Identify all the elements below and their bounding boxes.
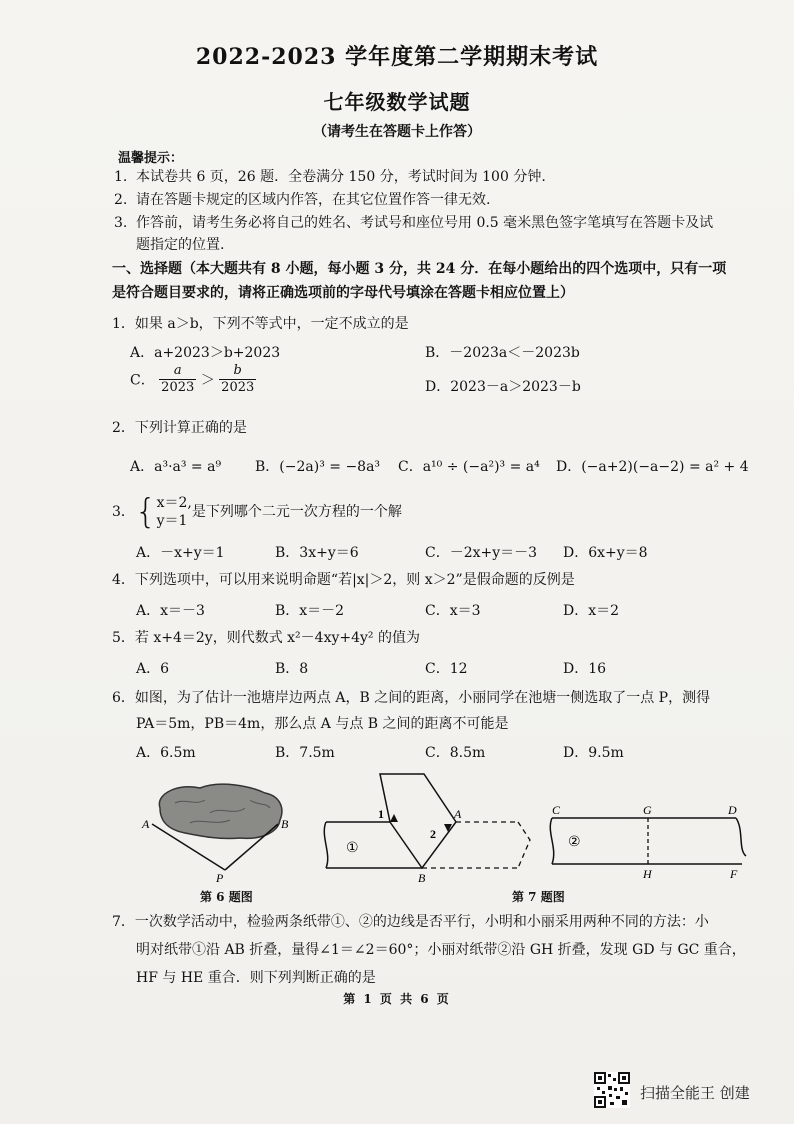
figure-7-strip-1 xyxy=(318,766,540,886)
q2-option-a: A．a³·a³ = a⁹ xyxy=(130,459,222,475)
tip-number: 1. xyxy=(114,169,128,185)
strip-2-left-cut xyxy=(550,818,553,864)
point-b-label: B xyxy=(418,871,426,885)
tip-text: 作答前，请考生务必将自己的姓名、考试号和座位号用 0.5 毫米黑色签字笔填写在答题卡及试 xyxy=(136,215,714,231)
question-4-stem: 4．下列选项中，可以用来说明命题“若|x|＞2，则 x＞2”是假命题的反例是 xyxy=(112,572,575,588)
q2-option-c: C．a¹⁰ ÷ (−a²)³ = a⁴ xyxy=(398,459,540,475)
equation-x: x＝2, xyxy=(156,495,192,511)
answer-note: （请考生在答题卡上作答） xyxy=(313,124,481,140)
qr-code-icon xyxy=(594,1072,630,1108)
brace-icon: { xyxy=(134,492,157,532)
strip-2-label: ② xyxy=(568,834,581,850)
q3-option-d: D．6x+y＝8 xyxy=(563,545,648,561)
fraction-numerator: b xyxy=(219,363,256,380)
exam-subtitle: 七年级数学试题 xyxy=(323,90,471,114)
tip-item-1 xyxy=(114,166,754,188)
point-h-label: H xyxy=(643,867,652,881)
tip-text-continued: 题指定的位置. xyxy=(136,237,225,253)
q5-option-c: C．12 xyxy=(425,661,468,677)
fraction-numerator: a xyxy=(159,363,196,380)
q4-option-d: D．x＝2 xyxy=(563,603,620,619)
figure-6-caption: 第 6 题图 xyxy=(200,890,253,904)
tip-item-2 xyxy=(114,189,754,211)
point-a-label: A xyxy=(142,817,150,831)
q6-option-a: A．6.5m xyxy=(136,745,196,761)
section-heading xyxy=(112,257,752,305)
strip-1-dashed-end xyxy=(518,822,530,868)
point-d-label: D xyxy=(728,803,737,817)
question-6-line-2: PA＝5m，PB＝4m，那么点 A 与点 B 之间的距离不可能是 xyxy=(136,716,509,732)
fraction-b xyxy=(219,363,256,396)
fraction-denominator: 2023 xyxy=(221,380,255,395)
tip-text: 本试卷共 6 页，26 题．全卷满分 150 分，考试时间为 100 分钟. xyxy=(136,169,546,185)
q6-option-d: D．9.5m xyxy=(563,745,624,761)
point-f-label: F xyxy=(730,867,738,881)
question-5-stem: 5．若 x+4＝2y，则代数式 x²－4xy+4y² 的值为 xyxy=(112,630,420,646)
question-3-number: 3． xyxy=(112,504,135,520)
point-c-label: C xyxy=(552,803,561,817)
tip-number: 3. xyxy=(114,215,128,231)
greater-than-sign: ＞ xyxy=(200,372,215,389)
point-p-label: P xyxy=(216,871,224,885)
question-7-line-3: HF 与 HE 重合．则下列判断正确的是 xyxy=(136,970,376,986)
page-number: 第 1 页 共 6 页 xyxy=(343,992,451,1006)
tip-item-3 xyxy=(114,212,754,256)
q6-option-c: C．8.5m xyxy=(425,745,486,761)
question-7-line-2: 明对纸带①沿 AB 折叠，量得∠1＝∠2＝60°；小丽对纸带②沿 GH 折叠，发现 GD 与 GC 重合， xyxy=(136,942,746,958)
question-7-line-1: 7．一次数学活动中，检验两条纸带①、②的边线是否平行，小明和小丽采用两种不同的方法：小 xyxy=(112,914,709,930)
q3-option-c: C．－2x+y＝－3 xyxy=(425,545,538,561)
figure-7-caption: 第 7 题图 xyxy=(512,890,565,904)
q5-option-b: B．8 xyxy=(275,661,309,677)
q4-option-c: C．x＝3 xyxy=(425,603,481,619)
fraction-denominator: 2023 xyxy=(161,380,195,395)
exam-title: 2022-2023 学年度第二学期期末考试 xyxy=(195,44,599,70)
question-3-stem xyxy=(112,494,752,530)
q1-option-b: B．－2023a＜－2023b xyxy=(425,345,580,361)
question-1-stem: 1．如果 a＞b，下列不等式中，一定不成立的是 xyxy=(112,316,409,332)
q1-option-d: D．2023－a＞2023－b xyxy=(425,379,581,395)
q5-option-a: A．6 xyxy=(136,661,170,677)
q2-option-b: B．(−2a)³ = −8a³ xyxy=(255,459,381,475)
strip-2-right-cut xyxy=(736,818,746,856)
angle-2-label: 2 xyxy=(430,827,436,841)
angle-1-label: 1 xyxy=(378,807,384,821)
question-2-stem: 2．下列计算正确的是 xyxy=(112,420,247,436)
question-6-line-1: 6．如图，为了估计一池塘岸边两点 A，B 之间的距离，小丽同学在池塘一侧选取了一点 P，测得 xyxy=(112,690,711,706)
section-line-2: 是符合题目要求的，请将正确选项前的字母代号填涂在答题卡相应位置上） xyxy=(112,285,574,301)
q3-option-b: B．3x+y＝6 xyxy=(275,545,359,561)
tip-text: 请在答题卡规定的区域内作答，在其它位置作答一律无效. xyxy=(136,192,491,208)
strip-1-label: ① xyxy=(346,840,359,856)
scanner-watermark: 扫描全能王 创建 xyxy=(640,1084,750,1102)
tips-heading: 温馨提示： xyxy=(118,151,184,166)
equation-y: y＝1 xyxy=(156,513,188,529)
angle-1-mark xyxy=(390,814,398,822)
q1-option-a: A．a+2023＞b+2023 xyxy=(130,345,281,361)
q3-option-a: A．－x+y＝1 xyxy=(136,545,225,561)
section-line-1: 一、选择题（本大题共有 8 小题，每小题 3 分，共 24 分．在每小题给出的四个选项中，只有一项 xyxy=(112,261,727,277)
q1-option-c xyxy=(130,363,256,396)
pond-shape xyxy=(159,784,282,838)
equation-system xyxy=(157,494,192,530)
point-b-label: B xyxy=(281,817,289,831)
figure-6-pond xyxy=(140,778,300,888)
q5-option-d: D．16 xyxy=(563,661,607,677)
q1-option-c-label: C． xyxy=(130,372,155,389)
q4-option-b: B．x＝－2 xyxy=(275,603,345,619)
question-3-text: 是下列哪个二元一次方程的一个解 xyxy=(191,504,402,520)
strip-1-left-cut xyxy=(324,822,327,868)
q6-option-b: B．7.5m xyxy=(275,745,335,761)
point-a-label: A xyxy=(454,807,462,821)
point-g-label: G xyxy=(643,803,652,817)
figure-7-strip-2 xyxy=(542,800,752,882)
q2-option-d: D．(−a+2)(−a−2) = a² + 4 xyxy=(556,459,749,475)
q4-option-a: A．x＝－3 xyxy=(136,603,205,619)
fraction-a xyxy=(159,363,196,396)
tip-number: 2. xyxy=(114,192,128,208)
